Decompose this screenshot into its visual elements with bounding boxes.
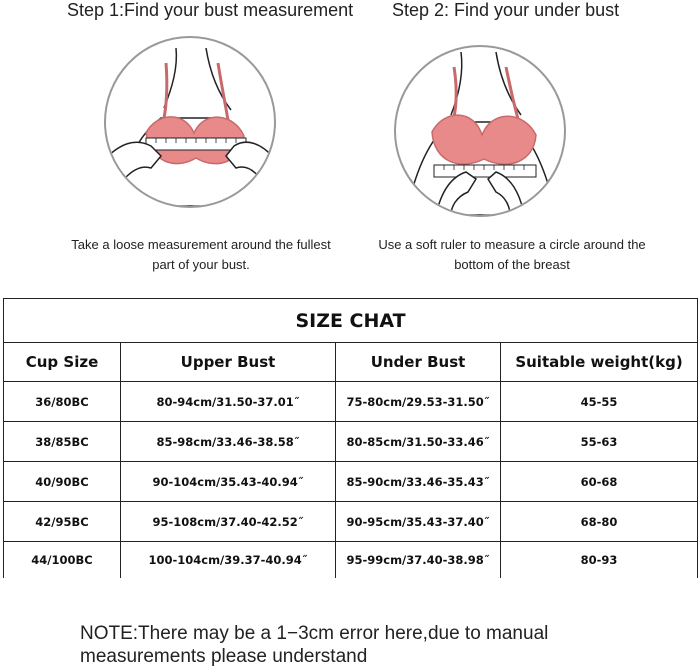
- step2-caption-line2: bottom of the breast: [454, 257, 570, 272]
- step1-caption-line2: part of your bust.: [152, 257, 250, 272]
- weight-cell: 55-63: [501, 422, 698, 462]
- table-row: [4, 462, 698, 502]
- under-bust-cell: 90-95cm/35.43-37.40˝: [336, 502, 501, 542]
- upper-bust-cell: 100-104cm/39.37-40.94˝: [121, 542, 336, 579]
- step1-caption-line1: Take a loose measurement around the fullest: [71, 237, 331, 252]
- cup-size-cell: 38/85BC: [4, 422, 121, 462]
- table-row: [4, 542, 698, 579]
- header-cup-size: Cup Size: [4, 343, 121, 382]
- underbust-measurement-image: [396, 47, 564, 215]
- cup-size-cell: 42/95BC: [4, 502, 121, 542]
- size-chart-table: [3, 298, 698, 578]
- step1-caption: [45, 235, 357, 275]
- upper-bust-cell: 95-108cm/37.40-42.52˝: [121, 502, 336, 542]
- weight-cell: 80-93: [501, 542, 698, 579]
- table-row: [4, 422, 698, 462]
- upper-bust-cell: 80-94cm/31.50-37.01˝: [121, 382, 336, 422]
- upper-bust-cell: 85-98cm/33.46-38.58˝: [121, 422, 336, 462]
- underbust-measurement-illustration: [394, 45, 566, 217]
- under-bust-cell: 80-85cm/31.50-33.46˝: [336, 422, 501, 462]
- table-row: [4, 502, 698, 542]
- cup-size-cell: 44/100BC: [4, 542, 121, 579]
- table-title-row: [4, 299, 698, 343]
- step1-title: Step 1:Find your bust measurement: [67, 0, 354, 20]
- table-title: SIZE CHAT: [4, 299, 698, 343]
- note-line2: measurements please understand: [80, 646, 368, 667]
- step2-caption: [352, 235, 672, 275]
- cup-size-cell: 40/90BC: [4, 462, 121, 502]
- table-row: [4, 382, 698, 422]
- measurement-note: [80, 622, 680, 668]
- weight-cell: 60-68: [501, 462, 698, 502]
- step2-caption-line1: Use a soft ruler to measure a circle around the: [378, 237, 646, 252]
- step2-title: Step 2: Find your under bust: [392, 0, 620, 20]
- header-upper-bust: Upper Bust: [121, 343, 336, 382]
- bust-measurement-illustration: [104, 36, 276, 208]
- under-bust-cell: 95-99cm/37.40-38.98˝: [336, 542, 501, 579]
- under-bust-cell: 75-80cm/29.53-31.50˝: [336, 382, 501, 422]
- note-line1: NOTE:There may be a 1−3cm error here,due to manual: [80, 623, 549, 644]
- header-suitable-weight: Suitable weight(kg): [501, 343, 698, 382]
- table-header-row: [4, 343, 698, 382]
- under-bust-cell: 85-90cm/33.46-35.43˝: [336, 462, 501, 502]
- upper-bust-cell: 90-104cm/35.43-40.94˝: [121, 462, 336, 502]
- weight-cell: 45-55: [501, 382, 698, 422]
- weight-cell: 68-80: [501, 502, 698, 542]
- bust-measurement-image: [106, 38, 274, 206]
- header-under-bust: Under Bust: [336, 343, 501, 382]
- cup-size-cell: 36/80BC: [4, 382, 121, 422]
